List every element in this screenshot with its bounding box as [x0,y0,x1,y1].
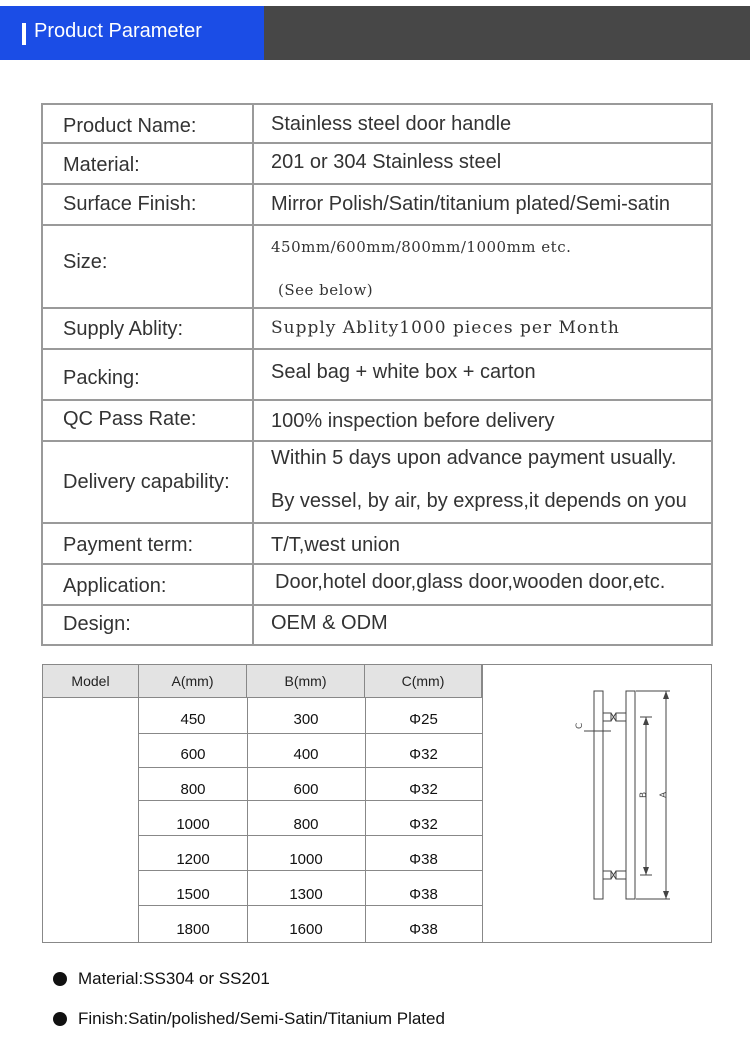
table-cell: Φ32 [409,746,438,763]
table-row [43,309,711,350]
param-key: Product Name: [43,105,254,142]
table-cell: 1300 [289,886,323,903]
table-cell: Φ25 [409,711,438,728]
table-row [43,606,711,644]
model-table [42,664,712,943]
table-cell: 800 [180,781,206,798]
param-value: Door,hotel door,glass door,wooden door,etc. [275,571,666,593]
divider [482,665,483,943]
param-key: Payment term: [43,524,254,563]
table-cell: 1200 [176,851,210,868]
dimension-label-b: B [639,791,649,798]
column-header: A(mm) [139,665,247,698]
bullet-icon [53,1012,67,1026]
dimension-label-c: C [575,722,585,729]
divider [139,733,482,734]
table-cell: 450 [180,711,206,728]
param-key: Size: [43,226,254,307]
table-row [43,442,711,524]
table-row [43,401,711,442]
divider [139,870,482,871]
table-cell: 1000 [176,816,210,833]
table-cell: 600 [180,746,206,763]
table-cell: 1000 [289,851,323,868]
divider [139,905,482,906]
param-key: Material: [43,144,254,183]
divider [139,800,482,801]
param-key: QC Pass Rate: [43,401,254,440]
table-row [43,350,711,401]
param-key: Application: [43,565,254,604]
table-row [43,144,711,185]
table-cell: Φ32 [409,816,438,833]
bullet-text: Material:SS304 or SS201 [78,969,270,988]
table-row [43,524,711,565]
param-key: Delivery capability: [43,442,254,522]
param-value: Within 5 days upon advance payment usually. By vessel, by air, by express,it depends on you [271,447,687,512]
column-header: Model [43,665,139,698]
table-row [43,565,711,606]
bullet-icon [53,972,67,986]
param-value: 100% inspection before delivery [271,410,555,432]
section-header [0,6,750,60]
table-cell: Φ38 [409,886,438,903]
param-key: Surface Finish: [43,185,254,224]
param-key: Supply Ablity: [43,309,254,348]
table-cell: Φ32 [409,781,438,798]
table-row [43,226,711,309]
param-value: Supply Ablity1000 pieces per Month [271,318,620,338]
bullet-text: Finish:Satin/polished/Semi-Satin/Titanium Plated [78,1009,445,1028]
param-value: Mirror Polish/Satin/titanium plated/Semi-satin [271,193,671,215]
table-cell: 1600 [289,921,323,938]
table-cell: 800 [293,816,319,833]
param-value: 450mm/600mm/800mm/1000mm etc. (See below) [271,238,572,299]
param-value: 201 or 304 Stainless steel [271,151,502,173]
param-value: Stainless steel door handle [271,113,512,135]
dimension-label-a: A [659,791,669,798]
param-value: Seal bag + white box + carton [271,361,536,383]
table-cell: Φ38 [409,851,438,868]
column-header: B(mm) [247,665,365,698]
param-value: T/T,west union [271,534,400,556]
divider [139,835,482,836]
divider [139,767,482,768]
table-row [43,185,711,226]
table-cell: 1800 [176,921,210,938]
table-row [43,105,711,144]
table-cell: Φ38 [409,921,438,938]
section-title: Product Parameter [34,20,202,42]
handle-drawing [526,665,712,943]
table-cell: 400 [293,746,319,763]
param-value: OEM & ODM [271,612,388,634]
header-marker [22,23,26,45]
header-accent [0,6,264,60]
table-cell: 600 [293,781,319,798]
param-key: Packing: [43,350,254,399]
table-cell: 300 [293,711,319,728]
param-key: Design: [43,606,254,644]
table-cell: 1500 [176,886,210,903]
parameter-table [41,103,713,646]
column-header: C(mm) [365,665,482,698]
